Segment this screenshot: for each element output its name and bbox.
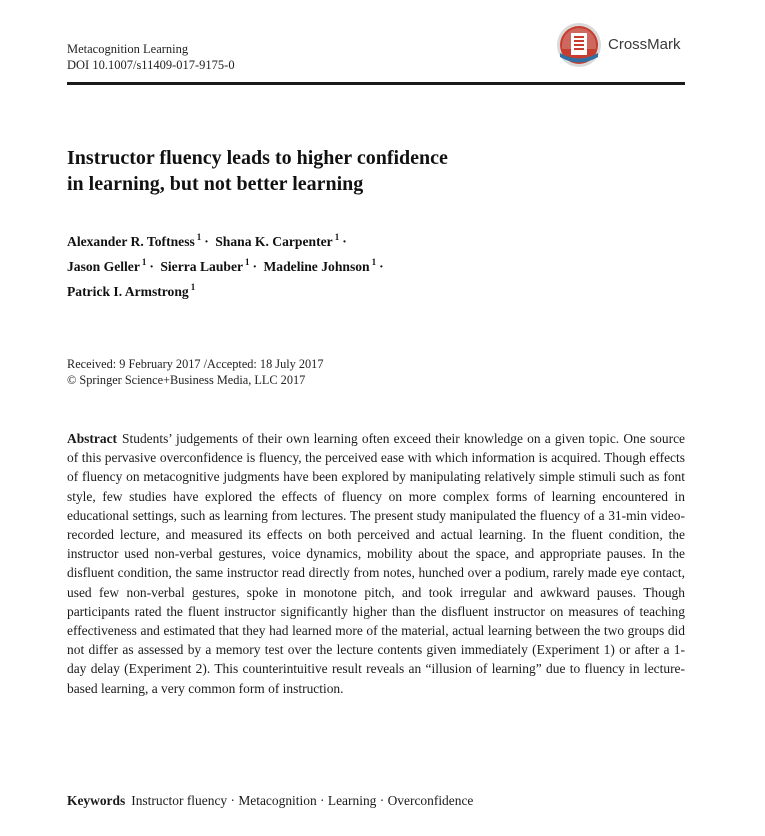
received-accepted: Received: 9 February 2017 /Accepted: 18 July 2017: [67, 357, 324, 371]
copyright: © Springer Science+Business Media, LLC 2017: [67, 373, 306, 387]
author[interactable]: Patrick I. Armstrong $^1$: [67, 282, 196, 299]
title-line: Instructor fluency leads to higher confidence: [67, 147, 448, 169]
header-rule: [67, 82, 685, 85]
keywords-text: Instructor fluency · Metacognition · Learning · Overconfidence: [131, 793, 474, 808]
author[interactable]: Sierra Lauber $^1$: [160, 257, 250, 274]
keywords: [67, 791, 685, 810]
journal-header: [67, 41, 235, 73]
doi[interactable]: DOI 10.1007/s11409-017-9175-0: [67, 58, 235, 72]
author[interactable]: Madeline Johnson $^1$: [263, 257, 377, 274]
abstract: [67, 429, 685, 698]
abstract-label: Abstract: [67, 431, 118, 446]
crossmark-icon: [556, 22, 602, 68]
keywords-label: Keywords: [67, 793, 126, 808]
crossmark-badge[interactable]: [556, 22, 696, 72]
title-line: in learning, but not better learning: [67, 173, 364, 195]
crossmark-label: CrossMark: [608, 36, 681, 53]
author-list: Alexander R. Toftness $^1$ · Shana K. Carpenter $^1$ · Jason Geller $^1$ · Sierra Lauber $^1$ · Madeline Johnson $^1$ · Patrick I. Armstrong $^1$: [67, 232, 384, 299]
author[interactable]: Shana K. Carpenter $^1$: [215, 232, 340, 249]
article-title: [67, 145, 627, 197]
author[interactable]: Jason Geller $^1$: [67, 257, 147, 274]
author[interactable]: Alexander R. Toftness $^1$: [67, 232, 202, 249]
abstract-text: Students’ judgements of their own learning often exceed their knowledge on a given topic. One source of this pervasive overconfidence is fluency, the perceived ease with which information is acquired. Though effects of fluency on metacognitive judgments have been explored by manipulating relatively simple stimuli such as font style, few studies have explored the effects of fluency on more complex forms of learning encountered in educational settings, such as learning from lectures. The present study manipulated the fluency of a 31-min video-recorded lecture, and measured its effects on both perceived and actual learning. In the fluent condition, the instructor used non-verbal gestures, voice dynamics, mobility about the space, and appropriate pauses. In the disfluent condition, the same instructor read directly from notes, hunched over a podium, rarely made eye contact, used few non-verbal gestures, spoke in monotone pitch, and took irregular and awkward pauses. Though participants rated the fluent instructor significantly higher than the disfluent instructor on measures of teaching effectiveness and estimated that they had learned more of the material, actual learning between the two groups did not differ as assessed by a memory test over the lecture contents given immediately (Experiment 1) or after a 1-day delay (Experiment 2). This counterintuitive result reveals an “illusion of learning” due to fluency in lecture-based learning, a very common form of instruction.: [67, 431, 685, 696]
journal-name: Metacognition Learning: [67, 42, 189, 56]
article-dates: [67, 356, 323, 388]
